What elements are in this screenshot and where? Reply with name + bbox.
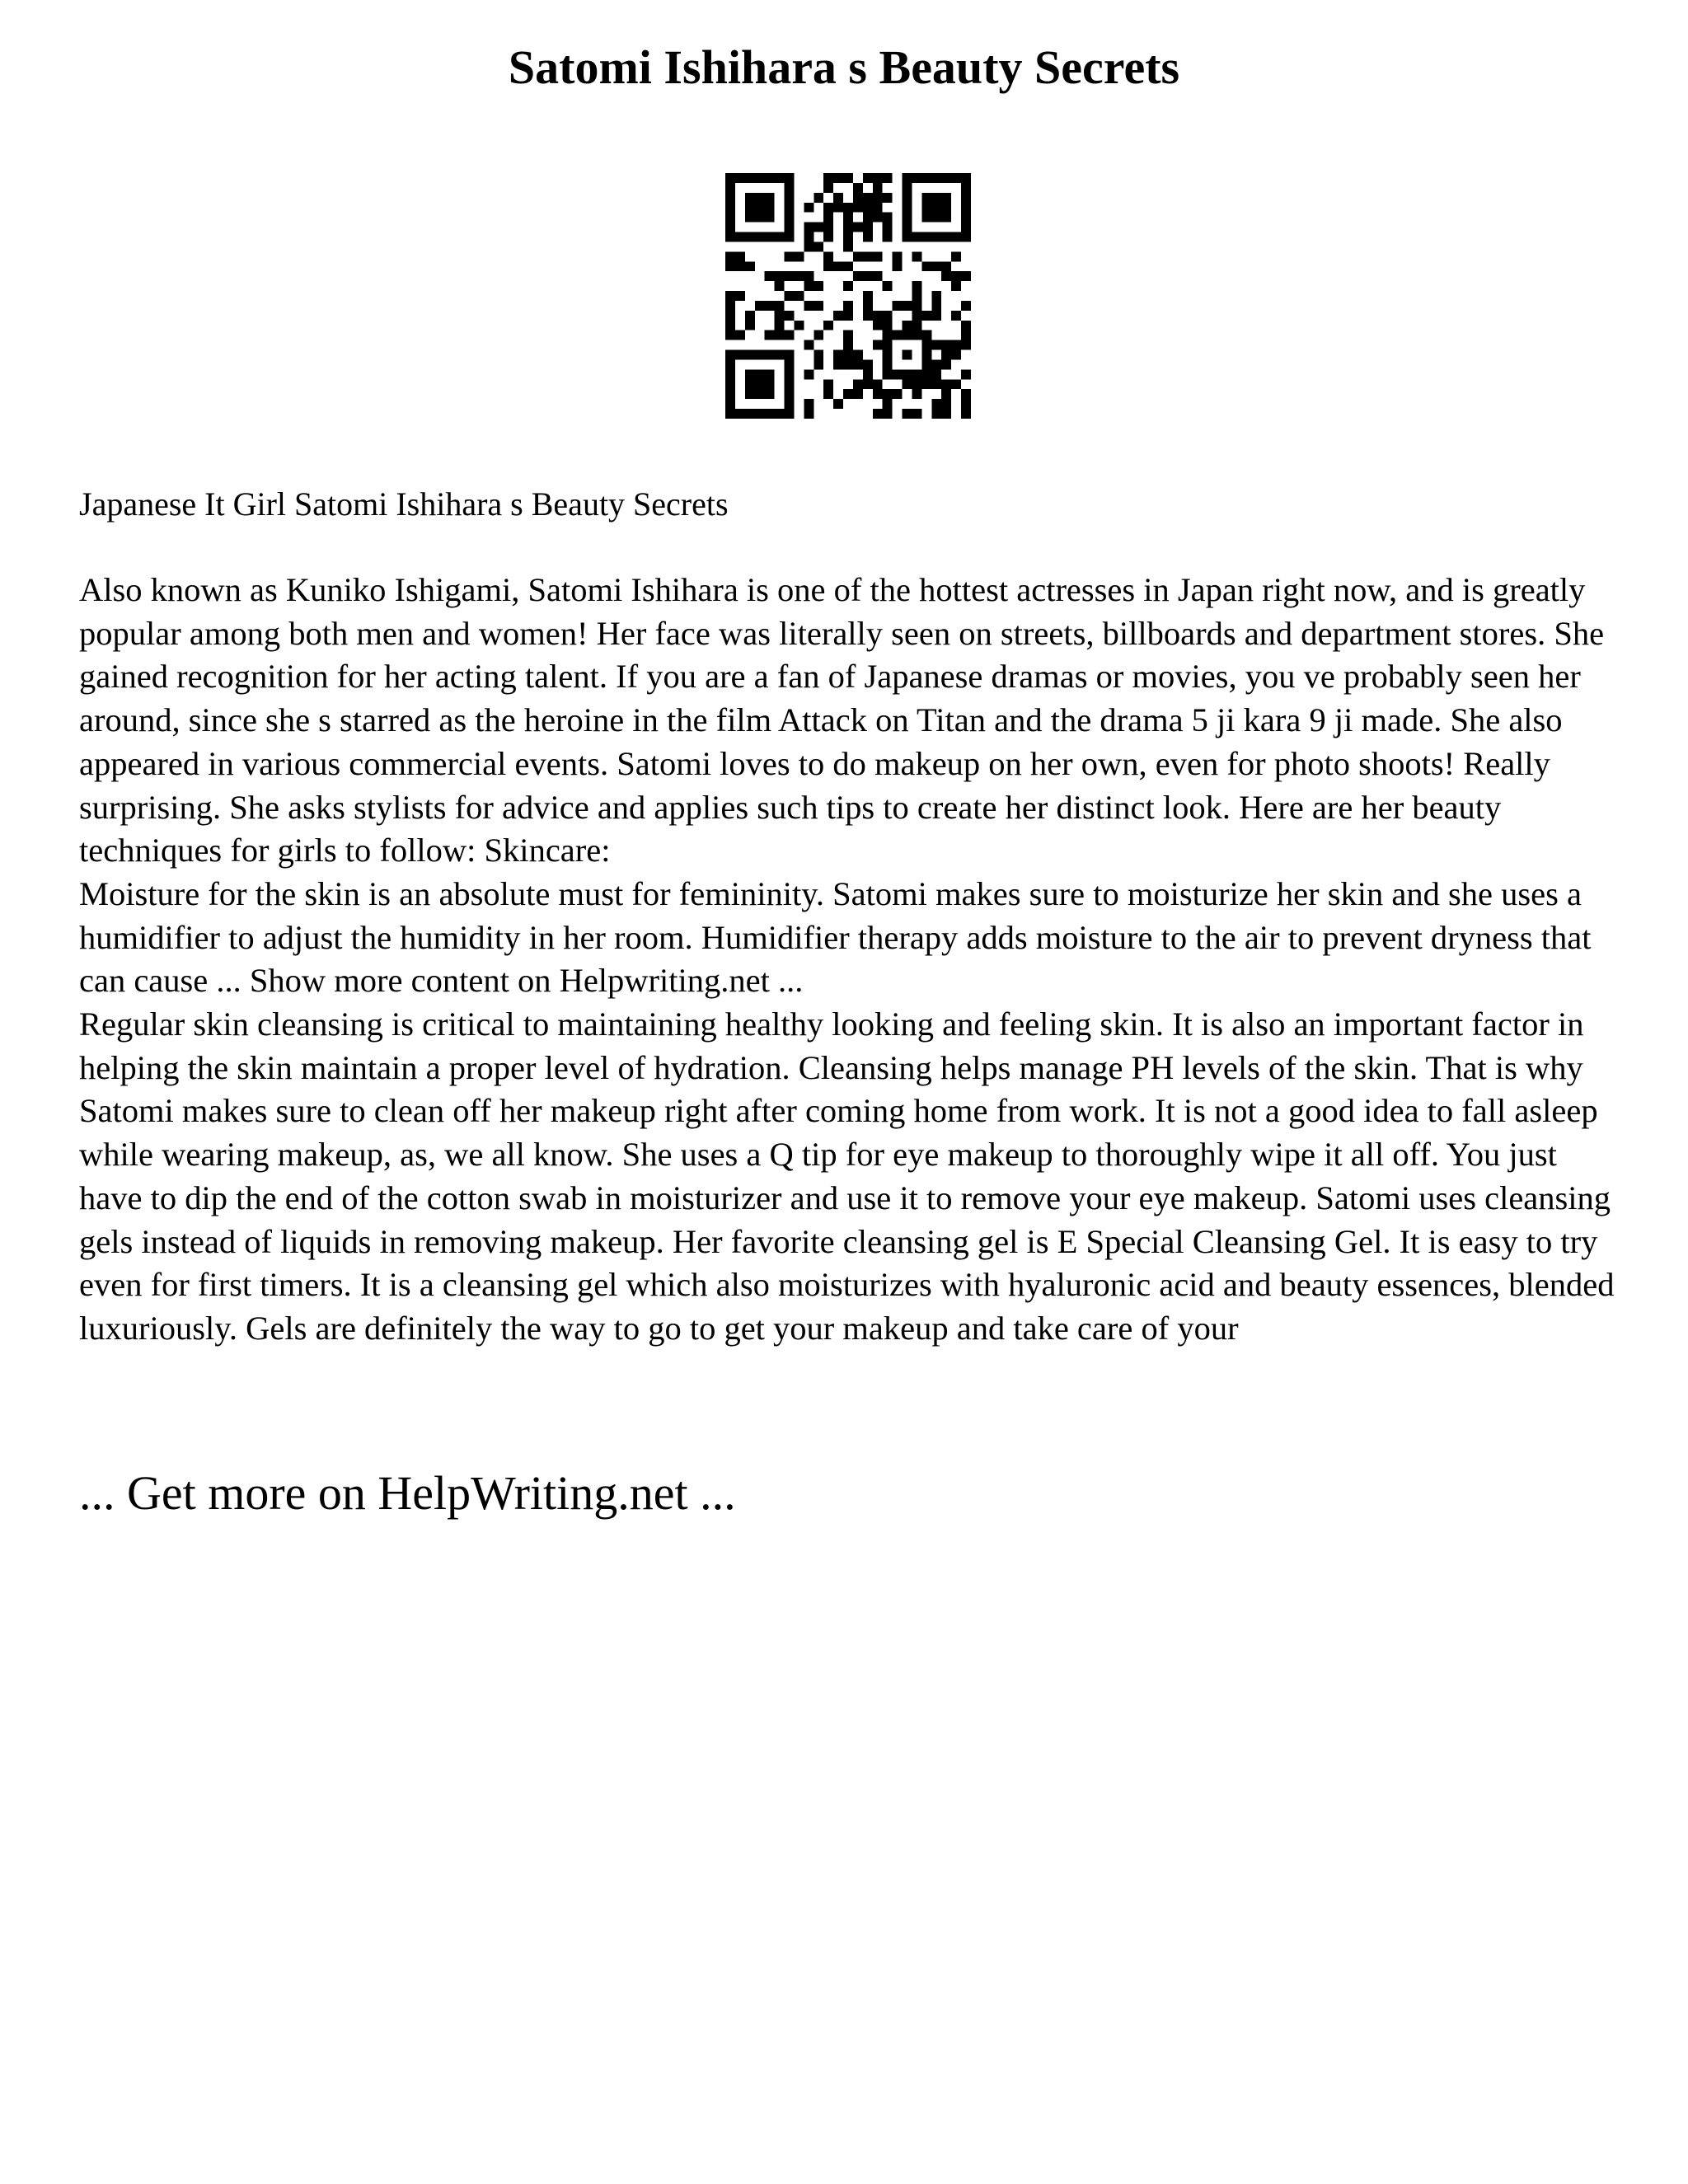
document-subtitle: Japanese It Girl Satomi Ishihara s Beauty Secrets xyxy=(79,485,729,523)
get-more-link[interactable]: ... Get more on HelpWriting.net ... xyxy=(79,1466,736,1520)
paragraph-cleansing: Regular skin cleansing is critical to maintaining healthy looking and feeling skin. It is also an important factor in helping the skin maintain a proper level of hydration. Cleansing helps manage PH levels of the skin. That is why Satomi makes sure to clean off her makeup right after coming home from work. It is not a good idea to fall asleep while wearing makeup, as, we all know. She uses a Q tip for eye makeup to thoroughly wipe it all off. You just have to dip the end of the cotton swab in moisturizer and use it to remove your eye makeup. Satomi uses cleansing gels instead of liquids in removing makeup. Her favorite cleansing gel is E Special Cleansing Gel. It is easy to try even for first timers. It is a cleansing gel which also moisturizes with hyaluronic acid and beauty essences, blended luxuriously. Gels are definitely the way to go to get your makeup and take care of your xyxy=(79,1005,1615,1347)
body-text xyxy=(79,569,1620,1351)
paragraph-moisture: Moisture for the skin is an absolute must for femininity. Satomi makes sure to moisturize her skin and she uses a humidifier to adjust the humidity in her room. Humidifier therapy adds moisture to the air to prevent dryness that can cause ... Show more content on Helpwriting.net ... xyxy=(79,874,1592,1000)
paragraph-intro: Also known as Kuniko Ishigami, Satomi Ishihara is one of the hottest actresses in Japan right now, and is greatly popular among both men and women! Her face was literally seen on streets, billboards and department stores. She gained recognition for her acting talent. If you are a fan of Japanese dramas or movies, you ve probably seen her around, since she s starred as the heroine in the film Attack on Titan and the drama 5 ji kara 9 ji made. She also appeared in various commercial events. Satomi loves to do makeup on her own, even for photo shoots! Really surprising. She asks stylists for advice and applies such tips to create her distinct look. Here are her beauty techniques for girls to follow: Skincare: xyxy=(79,571,1605,869)
page-title: Satomi Ishihara s Beauty Secrets xyxy=(508,40,1180,94)
qr-code-icon xyxy=(725,173,971,419)
